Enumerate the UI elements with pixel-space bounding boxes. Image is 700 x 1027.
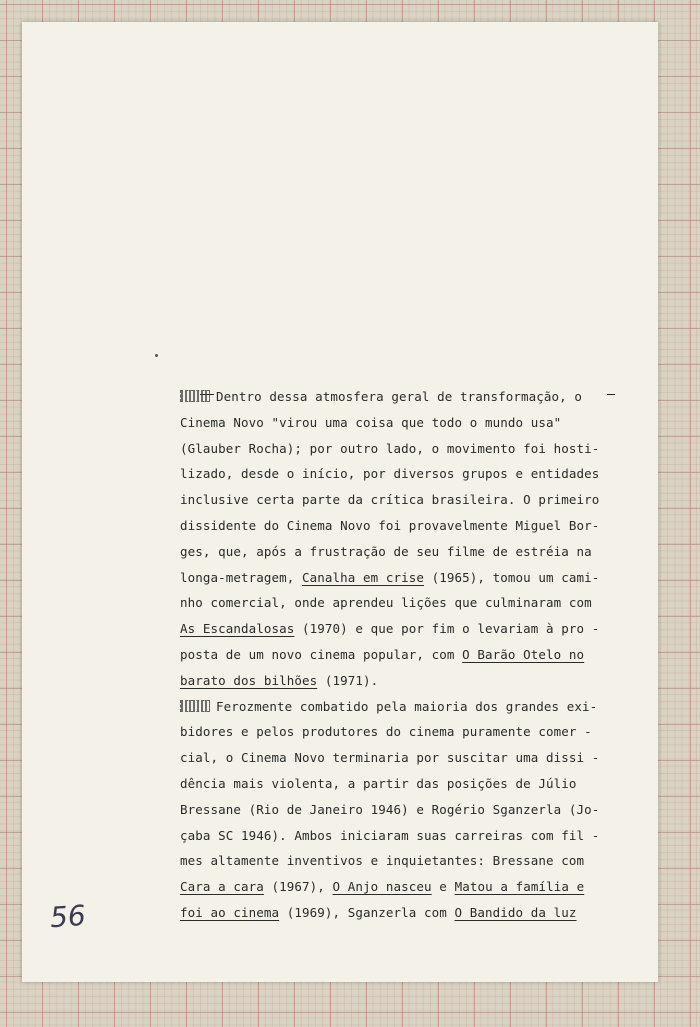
handwritten-page-number: 56 [48,898,87,935]
text-line: Bressane (Rio de Janeiro 1946) e Rogério Sganzerla (Jo- [180,801,600,817]
text-line: cial, o Cinema Novo terminaria por suscitar uma dissi - [180,750,600,766]
text-line: Ferozmente combatido pela maioria dos grandes exi- [180,694,610,720]
text-line: ges, que, após a frustração de seu filme de estréia na [180,543,592,559]
film-title: Cara a cara [180,879,264,895]
text-line: Cinema Novo "virou uma coisa que todo o mundo usa" [180,414,562,430]
film-title: As Escandalosas [180,621,295,637]
text-line: Cara a cara (1967), O Anjo nasceu e Matou a família e [180,879,585,895]
text-line: dência mais violenta, a partir das posições de Júlio [180,775,577,791]
film-title: Canalha em crise [302,569,425,585]
text-line: bidores e pelos produtores do cinema puramente comer - [180,724,592,740]
paragraph-mark-icon [180,700,210,712]
paper-speck [155,354,158,357]
text-line: inclusive certa parte da crítica brasileira. O primeiro [180,492,600,508]
text-line: mes altamente inventivos e inquietantes: Bressane com [180,853,585,869]
text-line: (Glauber Rocha); por outro lado, o movimento foi hosti- [180,440,600,456]
film-title: Matou a família e [454,879,585,895]
paragraph-mark-icon [180,390,210,402]
film-title: foi ao cinema [180,904,280,920]
text-line: Dentro dessa atmosfera geral de transformação, o [180,384,610,410]
text-line: longa-metragem, Canalha em crise (1965), tomou um cami- [180,569,600,585]
film-title: barato dos bilhões [180,672,318,688]
text-line: çaba SC 1946). Ambos iniciaram suas carreiras com fil - [180,827,600,843]
text-line: posta de um novo cinema popular, com O Barão Otelo no [180,646,585,662]
film-title: O Anjo nasceu [332,879,432,895]
film-title: O Bandido da luz [454,904,577,920]
text-line: nho comercial, onde aprendeu lições que culminaram com [180,595,592,611]
text-line: dissidente do Cinema Novo foi provavelmente Miguel Bor- [180,517,600,533]
text-line: foi ao cinema (1969), Sganzerla com O Bandido da luz [180,904,577,920]
text-line: lizado, desde o início, por diversos grupos e entidades [180,466,600,482]
film-title: O Barão Otelo no [462,646,585,662]
typewritten-text [180,384,610,926]
text-line: As Escandalosas (1970) e que por fim o levariam à pro - [180,621,600,637]
text-line: barato dos bilhões (1971). [180,672,379,688]
